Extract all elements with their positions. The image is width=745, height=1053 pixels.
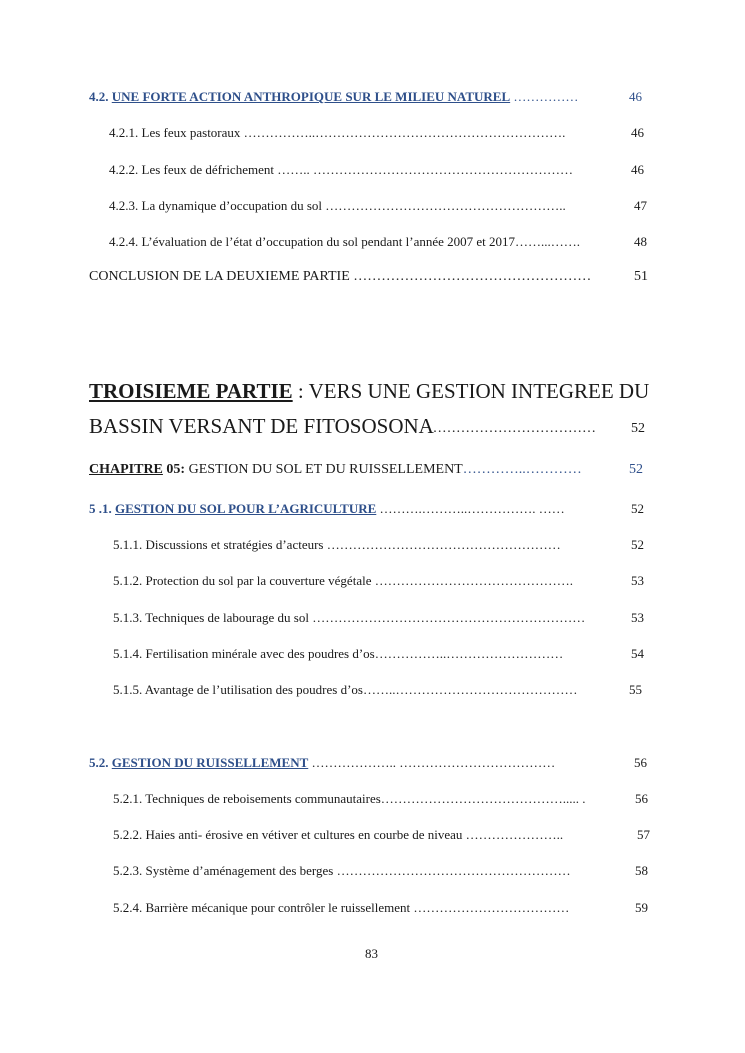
page-ref: 56 [635,791,648,806]
leader-dots: …………..………… [462,462,582,477]
section-number: 4.2. [89,89,109,104]
page-ref: 52 [631,537,644,552]
page-ref: 53 [631,573,644,588]
leader-dots: …………… [510,89,579,104]
page-ref: 48 [634,234,647,249]
toc-part-title-line2[interactable] [89,414,434,439]
page-ref: 47 [634,198,647,213]
toc-subsection[interactable]: 5.2.4. Barrière mécanique pour contrôler le ruissellement ……………………………… [113,900,570,915]
page-ref: 56 [634,755,647,770]
toc-section-5-1[interactable] [89,501,565,517]
page-ref: 59 [635,900,648,915]
chapter-number: 05: [162,462,186,477]
page-ref: 57 [637,827,650,842]
section-title: GESTION DU SOL POUR L’AGRICULTURE [115,501,377,516]
toc-chapter[interactable] [89,462,582,478]
toc-subsection[interactable]: 5.2.2. Haies anti- érosive en vétiver et cultures en courbe de niveau ………………….. [113,827,564,842]
toc-subsection[interactable]: 5.2.1. Techniques de reboisements communautaires……………………………………..... . [113,791,586,806]
toc-subsection[interactable]: 4.2.1. Les feux pastoraux ……………..…………………………………………………. [109,125,566,140]
toc-subsection[interactable]: 5.1.1. Discussions et stratégies d’acteurs ……………………………………………… [113,537,561,552]
toc-subsection[interactable]: 4.2.2. Les feux de défrichement …….. …………………………………………………… [109,162,573,177]
toc-section-4-2[interactable] [89,89,578,105]
leader-dots: ……………………………… [428,421,596,436]
page-ref: 55 [629,682,642,697]
toc-subsection[interactable]: 5.2.3. Système d’aménagement des berges ……………………………………………… [113,863,571,878]
part-title: : VERS UNE GESTION INTEGREE DU [292,379,650,403]
page-ref: 51 [634,269,648,284]
section-title: UNE FORTE ACTION ANTHROPIQUE SUR LE MILIEU NATUREL [111,89,511,104]
page-ref: 58 [635,863,648,878]
page-ref: 52 [631,421,645,436]
section-number: 5 .1. [89,501,112,516]
leader-dots: ……….………..……………. …… [376,501,565,516]
chapter-title: GESTION DU SOL ET DU RUISSELLEMENT [185,462,463,477]
toc-subsection[interactable]: 5.1.2. Protection du sol par la couverture végétale ………………………………………. [113,573,573,588]
page-ref: 46 [631,125,644,140]
page-ref: 52 [629,462,643,477]
page-ref: 46 [629,89,642,104]
section-title: GESTION DU RUISSELLEMENT [111,755,309,770]
section-number: 5.2. [89,755,109,770]
toc-part-title[interactable] [89,379,649,404]
part-title-continued: BASSIN VERSANT DE FITOSOSONA [89,414,434,438]
page-ref: 54 [631,646,644,661]
toc-subsection[interactable]: 5.1.3. Techniques de labourage du sol ……………………………………………………… [113,610,586,625]
toc-subsection[interactable]: 4.2.4. L’évaluation de l’état d’occupation du sol pendant l’année 2007 et 2017……...……. [109,234,581,249]
page-ref: 53 [631,610,644,625]
toc-subsection[interactable]: 5.1.5. Avantage de l’utilisation des poudres d’os……..…………………………………… [113,682,578,697]
toc-subsection[interactable]: 5.1.4. Fertilisation minérale avec des poudres d’os……………..……………………… [113,646,564,661]
leader-dots: ……………….. ……………………………… [308,755,556,770]
chapter-label: CHAPITRE [89,462,163,477]
page-number: 83 [365,946,378,961]
toc-section-5-2[interactable] [89,755,555,771]
part-label: TROISIEME PARTIE [89,379,293,403]
page-ref: 52 [631,501,644,516]
toc-subsection[interactable]: 4.2.3. La dynamique d’occupation du sol ……………………………………………….. [109,198,566,213]
page-ref: 46 [631,162,644,177]
toc-conclusion[interactable]: CONCLUSION DE LA DEUXIEME PARTIE …………………………………………… [89,269,592,284]
